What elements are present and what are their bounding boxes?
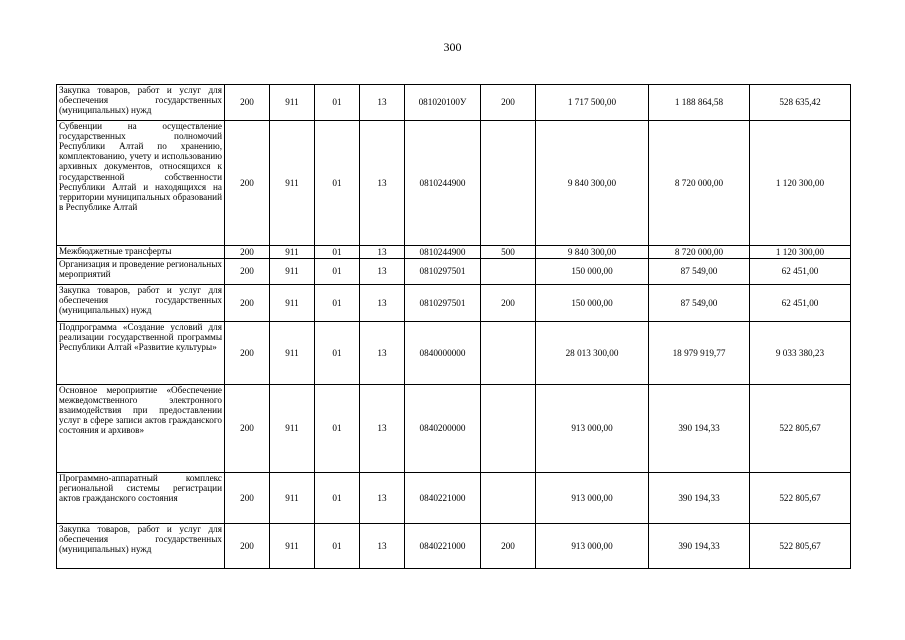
cell-code4: 13: [360, 285, 405, 322]
cell-rest: 522 805,67: [750, 524, 851, 569]
cell-code4: 13: [360, 85, 405, 121]
cell-target: 0840000000: [405, 322, 481, 385]
table-row: [57, 385, 851, 473]
cell-rest: 62 451,00: [750, 259, 851, 285]
cell-type: 500: [481, 246, 536, 259]
table-row: [57, 322, 851, 385]
table-row: [57, 121, 851, 246]
cell-code2: 911: [270, 285, 315, 322]
table-row: [57, 473, 851, 524]
page-number: 300: [443, 40, 462, 54]
cell-plan: 28 013 300,00: [536, 322, 649, 385]
cell-code1: 200: [225, 85, 270, 121]
cell-plan: 913 000,00: [536, 524, 649, 569]
cell-code4: 13: [360, 246, 405, 259]
cell-type: [481, 121, 536, 246]
row-name: Межбюджетные трансферты: [57, 246, 225, 259]
cell-target: 0840200000: [405, 385, 481, 473]
cell-plan: 9 840 300,00: [536, 121, 649, 246]
cell-type: 200: [481, 524, 536, 569]
cell-code1: 200: [225, 322, 270, 385]
cell-code1: 200: [225, 473, 270, 524]
budget-table: [56, 84, 851, 569]
cell-code4: 13: [360, 524, 405, 569]
cell-code1: 200: [225, 385, 270, 473]
table-row: [57, 285, 851, 322]
cell-target: 0810297501: [405, 259, 481, 285]
cell-type: 200: [481, 85, 536, 121]
cell-type: [481, 385, 536, 473]
cell-code1: 200: [225, 246, 270, 259]
cell-exec: 8 720 000,00: [649, 246, 750, 259]
row-name: Организация и проведение региональных мероприятий: [57, 259, 225, 285]
cell-rest: 1 120 300,00: [750, 121, 851, 246]
cell-code2: 911: [270, 473, 315, 524]
cell-type: 200: [481, 285, 536, 322]
cell-code1: 200: [225, 259, 270, 285]
cell-rest: 522 805,67: [750, 385, 851, 473]
cell-plan: 150 000,00: [536, 259, 649, 285]
cell-code4: 13: [360, 385, 405, 473]
cell-target: 0840221000: [405, 473, 481, 524]
cell-code2: 911: [270, 385, 315, 473]
cell-code2: 911: [270, 85, 315, 121]
cell-code4: 13: [360, 259, 405, 285]
cell-code2: 911: [270, 322, 315, 385]
cell-rest: 522 805,67: [750, 473, 851, 524]
cell-exec: 1 188 864,58: [649, 85, 750, 121]
cell-code3: 01: [315, 246, 360, 259]
cell-code3: 01: [315, 322, 360, 385]
cell-exec: 390 194,33: [649, 385, 750, 473]
cell-code1: 200: [225, 121, 270, 246]
cell-code3: 01: [315, 285, 360, 322]
cell-target: 0810297501: [405, 285, 481, 322]
row-name: Субвенции на осуществление государственных полномочий Республики Алтай по хранению, комплектованию, учету и использованию архивных документов, относящихся к государственной собственности Республики Алтай и находящихся на территории муниципальных образований в Республике Алтай: [57, 121, 225, 246]
cell-exec: 87 549,00: [649, 285, 750, 322]
row-name: Закупка товаров, работ и услуг для обеспечения государственных (муниципальных) нужд: [57, 524, 225, 569]
cell-type: [481, 473, 536, 524]
table-row: [57, 85, 851, 121]
cell-plan: 9 840 300,00: [536, 246, 649, 259]
cell-code3: 01: [315, 259, 360, 285]
cell-type: [481, 322, 536, 385]
cell-code2: 911: [270, 121, 315, 246]
cell-exec: 390 194,33: [649, 473, 750, 524]
row-name: Программно-аппаратный комплекс региональной системы регистрации актов гражданского состояния: [57, 473, 225, 524]
cell-code4: 13: [360, 322, 405, 385]
cell-code3: 01: [315, 473, 360, 524]
cell-code3: 01: [315, 524, 360, 569]
row-name: Основное мероприятие «Обеспечение межведомственного электронного взаимодействия при предоставлении услуг в сфере записи актов гражданского состояния и архивов»: [57, 385, 225, 473]
cell-rest: 528 635,42: [750, 85, 851, 121]
cell-code4: 13: [360, 121, 405, 246]
cell-exec: 390 194,33: [649, 524, 750, 569]
cell-plan: 1 717 500,00: [536, 85, 649, 121]
cell-rest: 62 451,00: [750, 285, 851, 322]
cell-exec: 18 979 919,77: [649, 322, 750, 385]
cell-target: 0810244900: [405, 246, 481, 259]
cell-rest: 1 120 300,00: [750, 246, 851, 259]
cell-exec: 87 549,00: [649, 259, 750, 285]
table-row: [57, 259, 851, 285]
row-name: Закупка товаров, работ и услуг для обеспечения государственных (муниципальных) нужд: [57, 85, 225, 121]
cell-code3: 01: [315, 385, 360, 473]
cell-target: 0810244900: [405, 121, 481, 246]
cell-exec: 8 720 000,00: [649, 121, 750, 246]
cell-code1: 200: [225, 285, 270, 322]
cell-code2: 911: [270, 259, 315, 285]
cell-target: 0840221000: [405, 524, 481, 569]
cell-code1: 200: [225, 524, 270, 569]
table-row: [57, 524, 851, 569]
cell-plan: 913 000,00: [536, 473, 649, 524]
cell-code3: 01: [315, 85, 360, 121]
cell-target: 081020100У: [405, 85, 481, 121]
cell-code4: 13: [360, 473, 405, 524]
cell-code3: 01: [315, 121, 360, 246]
row-name: Подпрограмма «Создание условий для реализации государственной программы Республики Алтай «Развитие культуры»: [57, 322, 225, 385]
cell-code2: 911: [270, 524, 315, 569]
cell-type: [481, 259, 536, 285]
cell-rest: 9 033 380,23: [750, 322, 851, 385]
cell-plan: 150 000,00: [536, 285, 649, 322]
cell-plan: 913 000,00: [536, 385, 649, 473]
table-row: [57, 246, 851, 259]
row-name: Закупка товаров, работ и услуг для обеспечения государственных (муниципальных) нужд: [57, 285, 225, 322]
cell-code2: 911: [270, 246, 315, 259]
